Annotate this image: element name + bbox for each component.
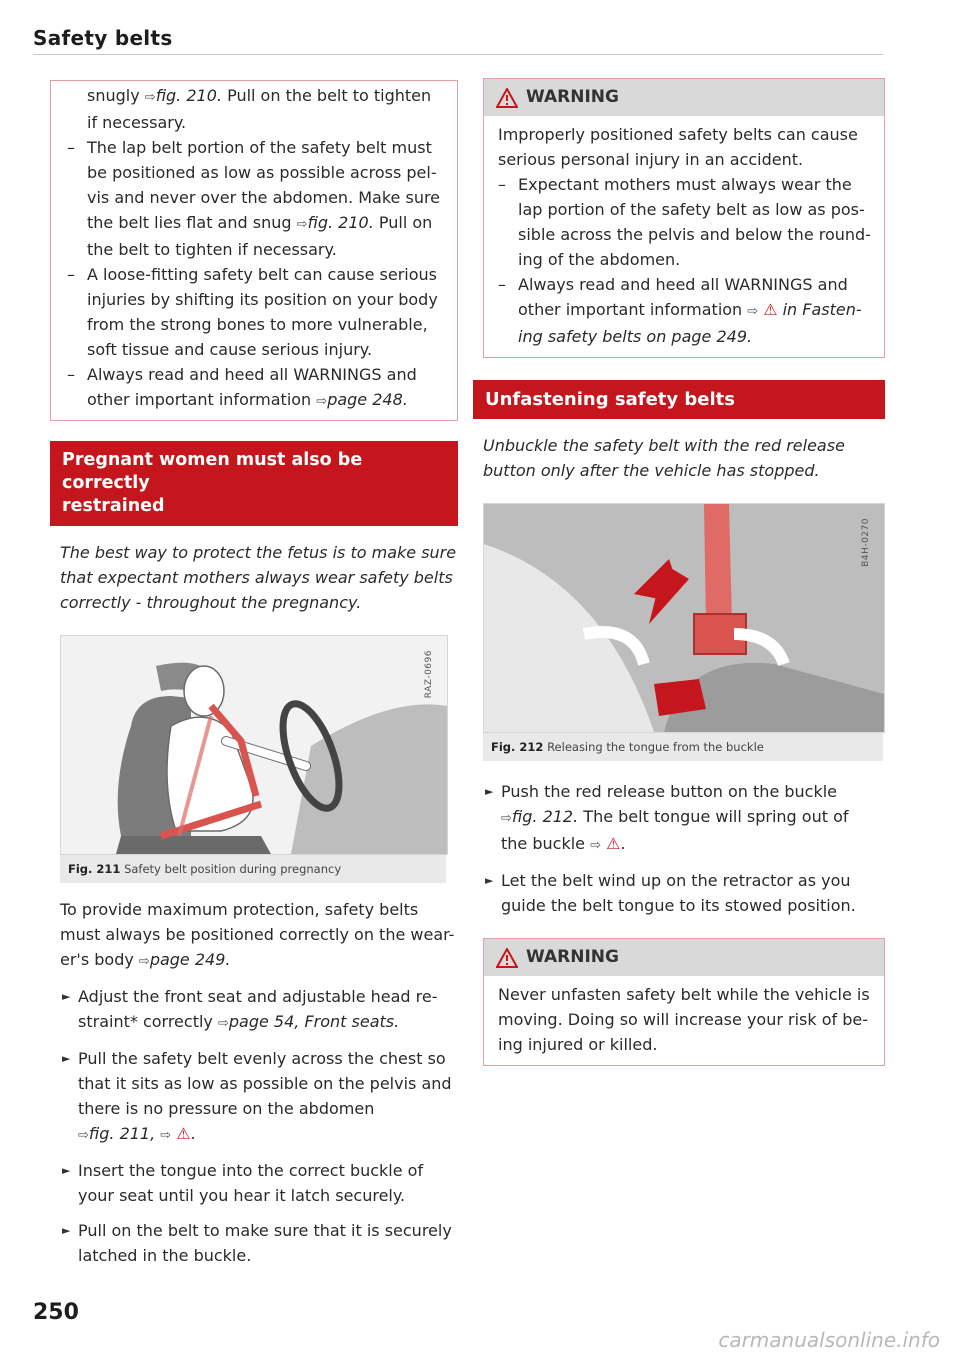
warning-body: Never unfasten safety belt while the vehicle is moving. Doing so will increase your risk of be- ing injured or killed.	[498, 985, 870, 1054]
instruction-step: ► Push the red release button on the buckle ⇨fig. 212. The belt tongue will spring out of the buckle ⇨ ⚠.	[485, 782, 849, 853]
fig-210-link[interactable]: ⇨fig. 210.	[296, 213, 374, 232]
fig-212-link[interactable]: ⇨fig. 212.	[501, 807, 579, 826]
instruction-step: ► Let the belt wind up on the retractor as you guide the belt tongue to its stowed position.	[485, 871, 856, 915]
warning-box	[483, 78, 885, 358]
section-heading-pregnant-women: Pregnant women must also be correctly restrained	[50, 441, 458, 526]
fastening-belts-link[interactable]: ⇨ ⚠ in Fasten-	[747, 300, 862, 319]
section-intro: Unbuckle the safety belt with the red release button only after the vehicle has stopped.	[483, 436, 845, 480]
warning-body: Improperly positioned safety belts can cause serious personal injury in an accident. – Expectant mothers must always wear the lap portion of the safety belt as low as pos- sible across the pelvis and below the round- ing of the abdomen. – Always read and heed all WARNINGS and other important information ⇨ ⚠ in Fasten- ing safety belts on page 249.	[484, 116, 884, 357]
warning-box	[483, 938, 885, 1066]
pregnant-driver-illustration	[61, 636, 447, 854]
page-number: 250	[33, 1300, 79, 1325]
header-divider	[33, 54, 883, 55]
instruction-step: ► Insert the tongue into the correct buckle of your seat until you hear it latch securely.	[62, 1161, 424, 1205]
fig-210-link[interactable]: ⇨fig. 210.	[144, 86, 222, 105]
list-item: – The lap belt portion of the safety belt must be positioned as low as possible across pel- vis and never over the abdomen. Make sure the belt lies flat and snug ⇨fig. 210. Pull on the belt to tighten if necessary.	[67, 138, 441, 259]
list-item: – A loose-fitting safety belt can cause serious injuries by shifting its position on your body from the strong bones to more vulnerable, soft tissue and cause serious injury.	[67, 265, 438, 359]
section-heading-unfastening: Unfastening safety belts	[473, 380, 885, 419]
left-column	[60, 80, 458, 1268]
list-item: – Always read and heed all WARNINGS and other important information ⇨page 248.	[67, 365, 417, 409]
warning-link[interactable]: ⇨ ⚠	[160, 1124, 191, 1143]
warning-header: WARNING	[484, 939, 884, 976]
list-item: – Expectant mothers must always wear the lap portion of the safety belt as low as pos- sible across the pelvis and below the round- ing of the abdomen.	[498, 175, 871, 269]
warning-header: WARNING	[484, 79, 884, 116]
instruction-step: ► Pull the safety belt evenly across the chest so that it sits as low as possible on the pelvis and there is no pressure on the abdomen ⇨fig. 211, ⇨ ⚠.	[62, 1049, 452, 1143]
front-seats-link[interactable]: ⇨page 54, Front seats.	[217, 1012, 400, 1031]
figure-211-caption: Fig. 211 Safety belt position during pregnancy	[60, 855, 446, 883]
instruction-step: ► Adjust the front seat and adjustable head re- straint* correctly ⇨page 54, Front seats.	[62, 987, 438, 1031]
page-249-link[interactable]: ⇨page 249.	[138, 950, 231, 969]
warning-link[interactable]: ⇨ ⚠	[590, 834, 621, 853]
figure-212	[483, 503, 885, 733]
right-column	[483, 78, 885, 1066]
list-item: – Always read and heed all WARNINGS and other important information ⇨ ⚠ in Fasten- ing safety belts on page 249.	[498, 275, 862, 346]
figure-code: B4H-0270	[861, 518, 871, 567]
fig-211-link[interactable]: ⇨fig. 211,	[78, 1124, 156, 1143]
figure-212-caption: Fig. 212 Releasing the tongue from the buckle	[483, 733, 883, 761]
warning-triangle-icon: ⚠	[763, 300, 778, 319]
warning-triangle-icon	[496, 88, 518, 108]
figure-211	[60, 635, 448, 855]
page-248-link[interactable]: ⇨page 248.	[316, 390, 408, 409]
figure-code: RAZ-0696	[424, 650, 434, 699]
continued-text: snugly ⇨fig. 210. Pull on the belt to tighten if necessary.	[87, 86, 432, 132]
continued-list-block	[50, 80, 458, 421]
watermark: carmanualsonline.info	[718, 1328, 940, 1352]
warning-triangle-icon	[496, 948, 518, 968]
page-header-title: Safety belts	[33, 26, 173, 50]
warning-triangle-icon: ⚠	[606, 834, 621, 853]
section-intro: The best way to protect the fetus is to make sure that expectant mothers always wear safety belts correctly - throughout the pregnancy.	[60, 543, 457, 612]
warning-triangle-icon: ⚠	[176, 1124, 191, 1143]
buckle-release-illustration	[484, 504, 884, 732]
protection-paragraph: To provide maximum protection, safety belts must always be positioned correctly on the wear- er's body ⇨page 249.	[60, 900, 455, 969]
instruction-step: ► Pull on the belt to make sure that it is securely latched in the buckle.	[62, 1221, 452, 1265]
